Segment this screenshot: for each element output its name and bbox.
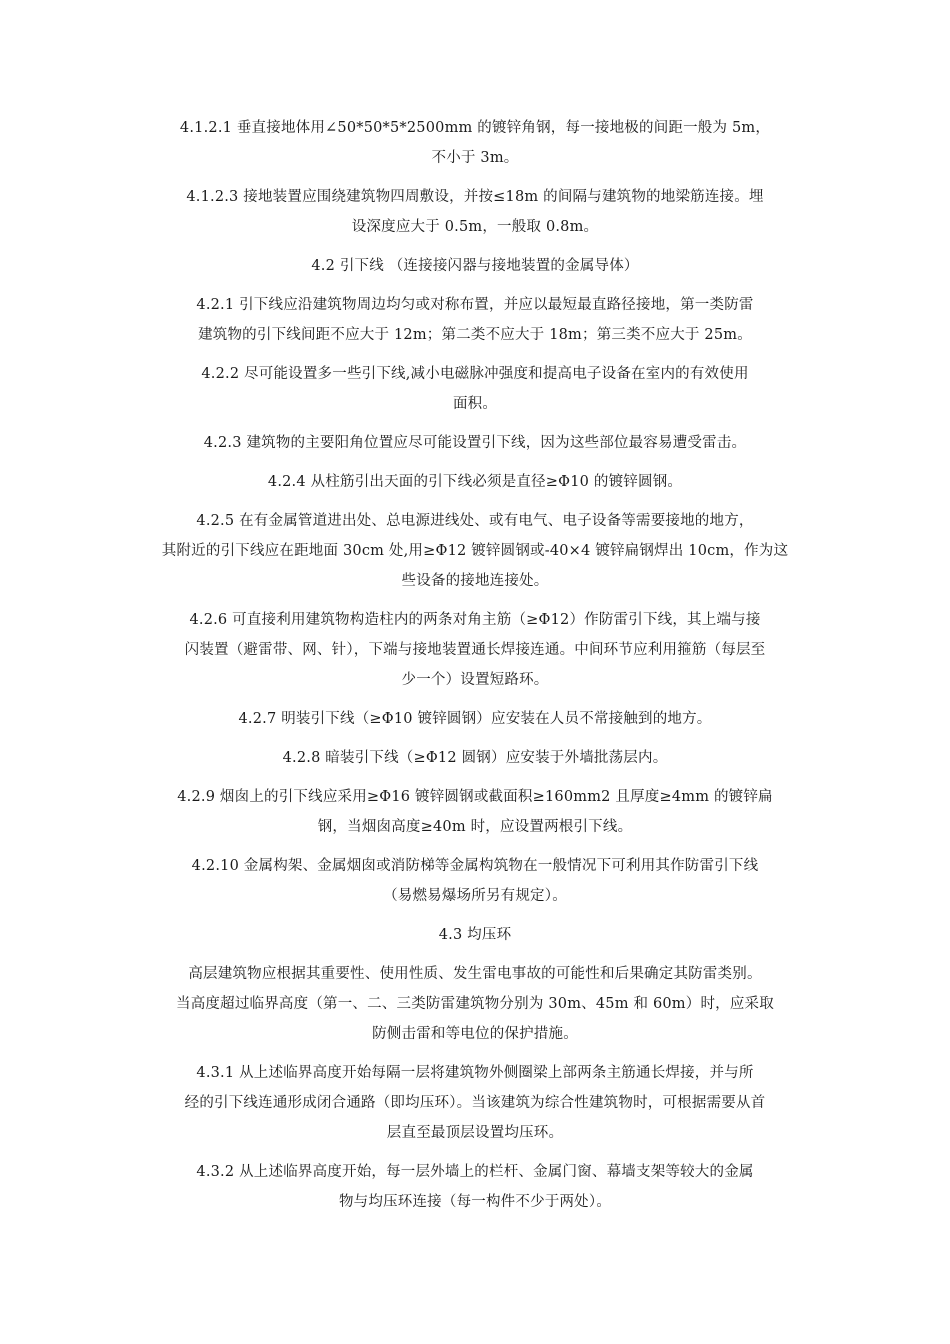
text-line: 高层建筑物应根据其重要性、使用性质、发生雷电事故的可能性和后果确定其防雷类别。 — [188, 966, 762, 982]
text-line: 4.2.6 可直接利用建筑物构造柱内的两条对角主筋（≥Φ12）作防雷引下线，其上端与接 — [189, 612, 761, 628]
section-heading-4-3 — [140, 920, 810, 950]
paragraph-4-3-2 — [140, 1157, 810, 1217]
text-line: 4.2.5 在有金属管道进出处、总电源进线处、或有电气、电子设备等需要接地的地方， — [196, 513, 754, 529]
paragraph-4-2-3 — [140, 428, 810, 458]
text-line: 4.2.9 烟囱上的引下线应采用≥Φ16 镀锌圆钢或截面积≥160mm2 且厚度≥4mm 的镀锌扁 — [177, 789, 773, 805]
text-line: 4.2.4 从柱筋引出天面的引下线必须是直径≥Φ10 的镀锌圆钢。 — [267, 474, 683, 490]
text-line: 4.2.1 引下线应沿建筑物周边均匀或对称布置，并应以最短最直路径接地，第一类防雷 — [196, 297, 754, 313]
text-line: 4.3.1 从上述临界高度开始每隔一层将建筑物外侧圈梁上部两条主筋通长焊接，并与所 — [196, 1065, 754, 1081]
paragraph-4-2-9 — [140, 782, 810, 842]
text-line: 钢，当烟囱高度≥40m 时，应设置两根引下线。 — [317, 819, 633, 835]
text-line: 设深度应大于 0.5m，一般取 0.8m。 — [351, 219, 599, 235]
text-line: 4.3.2 从上述临界高度开始，每一层外墙上的栏杆、金属门窗、幕墙支架等较大的金属 — [196, 1164, 754, 1180]
text-line: 建筑物的引下线间距不应大于 12m；第二类不应大于 18m；第三类不应大于 25m。 — [198, 327, 752, 343]
text-line: 4.2.10 金属构架、金属烟囱或消防梯等金属构筑物在一般情况下可利用其作防雷引下线 — [191, 858, 759, 874]
section-heading-4-2 — [140, 251, 810, 281]
paragraph-4-2-10 — [140, 851, 810, 911]
text-line: 些设备的接地连接处。 — [401, 573, 549, 589]
paragraph-4-2-6 — [140, 605, 810, 695]
text-line: 防侧击雷和等电位的保护措施。 — [372, 1026, 578, 1042]
text-line: 4.1.2.3 接地装置应围绕建筑物四周敷设，并按≤18m 的间隔与建筑物的地梁筋连接。埋 — [186, 189, 764, 205]
text-line: （易燃易爆场所另有规定）。 — [383, 888, 567, 904]
text-line: 少一个）设置短路环。 — [401, 672, 549, 688]
paragraph-4-1-2-1 — [140, 113, 810, 173]
text-line: 4.2.8 暗装引下线（≥Φ12 圆钢）应安装于外墙批荡层内。 — [282, 750, 668, 766]
text-line: 4.1.2.1 垂直接地体用∠50*50*5*2500mm 的镀锌角钢，每一接地极的间距一般为 5m， — [179, 120, 771, 136]
paragraph-4-1-2-3 — [140, 182, 810, 242]
text-line: 闪装置（避雷带、网、针），下端与接地装置通长焊接连通。中间环节应利用箍筋（每层至 — [184, 642, 766, 658]
text-line: 经的引下线连通形成闭合通路（即均压环）。当该建筑为综合性建筑物时，可根据需要从首 — [184, 1095, 766, 1111]
paragraph-4-3-intro — [140, 959, 810, 1049]
heading-text: 4.2 引下线 （连接接闪器与接地装置的金属导体） — [311, 258, 639, 274]
paragraph-4-2-5 — [140, 506, 810, 596]
text-line: 不小于 3m。 — [431, 150, 519, 166]
heading-text: 4.3 均压环 — [438, 927, 512, 943]
text-line: 当高度超过临界高度（第一、二、三类防雷建筑物分别为 30m、45m 和 60m）时，应采取 — [176, 996, 774, 1012]
document-page — [140, 113, 810, 1226]
text-line: 4.2.2 尽可能设置多一些引下线,减小电磁脉冲强度和提高电子设备在室内的有效使用 — [201, 366, 749, 382]
paragraph-4-2-8 — [140, 743, 810, 773]
text-line: 4.2.3 建筑物的主要阳角位置应尽可能设置引下线，因为这些部位最容易遭受雷击。 — [203, 435, 747, 451]
text-line: 物与均压环连接（每一构件不少于两处）。 — [338, 1194, 612, 1210]
text-line: 层直至最顶层设置均压环。 — [386, 1125, 564, 1141]
paragraph-4-2-2 — [140, 359, 810, 419]
paragraph-4-3-1 — [140, 1058, 810, 1148]
text-line: 4.2.7 明装引下线（≥Φ10 镀锌圆钢）应安装在人员不常接触到的地方。 — [238, 711, 712, 727]
paragraph-4-2-1 — [140, 290, 810, 350]
paragraph-4-2-7 — [140, 704, 810, 734]
paragraph-4-2-4 — [140, 467, 810, 497]
text-line: 其附近的引下线应在距地面 30cm 处,用≥Φ12 镀锌圆钢或-40×4 镀锌扁钢焊出 10cm，作为这 — [161, 543, 789, 559]
text-line: 面积。 — [452, 396, 498, 412]
